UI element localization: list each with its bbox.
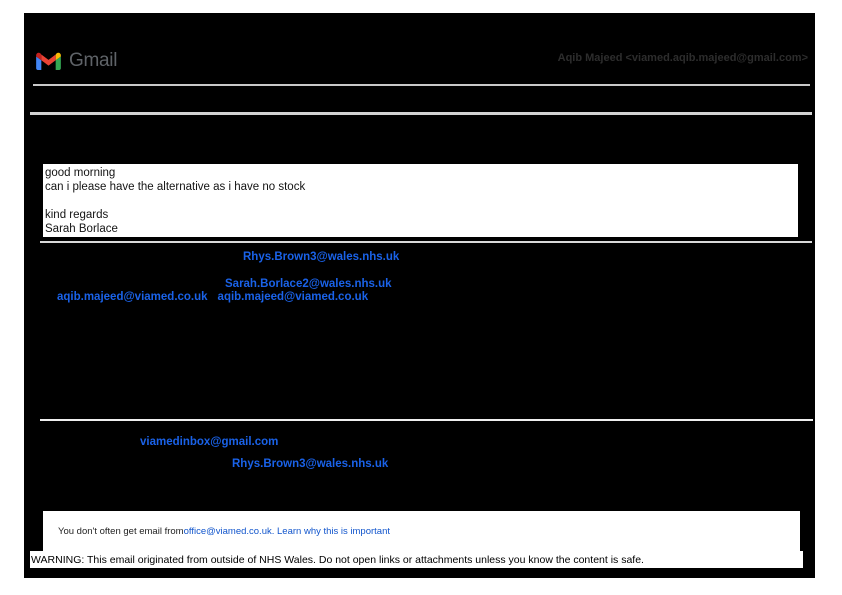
header-divider-top [33,84,810,86]
email-print-canvas [24,13,815,578]
warning-text: WARNING: This email originated from outside of NHS Wales. Do not open links or attachments unless you know the content is safe. [31,553,644,566]
email-link-rhys-brown[interactable]: Rhys.Brown3@wales.nhs.uk [243,251,400,263]
message-line [45,194,798,208]
gmail-m-icon [36,51,61,70]
email-link-aqib-majeed-2[interactable]: aqib.majeed@viamed.co.uk [217,291,369,303]
external-email-warning [30,551,803,568]
message-line: Sarah Borlace [45,223,118,235]
message-line: can i please have the alternative as i have no stock [45,181,306,193]
email-link-row-aqib [57,291,368,303]
learn-why-link[interactable]: Learn why this is important [277,525,391,537]
account-header: Aqib Majeed <viamed.aqib.majeed@gmail.com> [557,52,808,64]
office-email-link[interactable]: office@viamed.co.uk. [183,525,275,537]
sender-notice-box [43,511,800,551]
email-link-viamed-inbox[interactable]: viamedinbox@gmail.com [140,436,279,448]
email-link-rhys-brown-2[interactable]: Rhys.Brown3@wales.nhs.uk [232,458,389,470]
message-body-box [43,164,798,237]
email-link-aqib-majeed-1[interactable]: aqib.majeed@viamed.co.uk [57,291,208,303]
email-link-sarah-borlace[interactable]: Sarah.Borlace2@wales.nhs.uk [225,278,392,290]
header-divider-bottom [30,112,812,115]
quoted-thread-divider-2 [40,419,813,421]
message-line: good morning [45,167,116,179]
gmail-logo [36,42,117,78]
quoted-thread-divider [40,241,812,243]
sender-notice-text: You don't often get email from [58,525,184,537]
message-line: kind regards [45,209,109,221]
gmail-wordmark: Gmail [69,49,118,71]
